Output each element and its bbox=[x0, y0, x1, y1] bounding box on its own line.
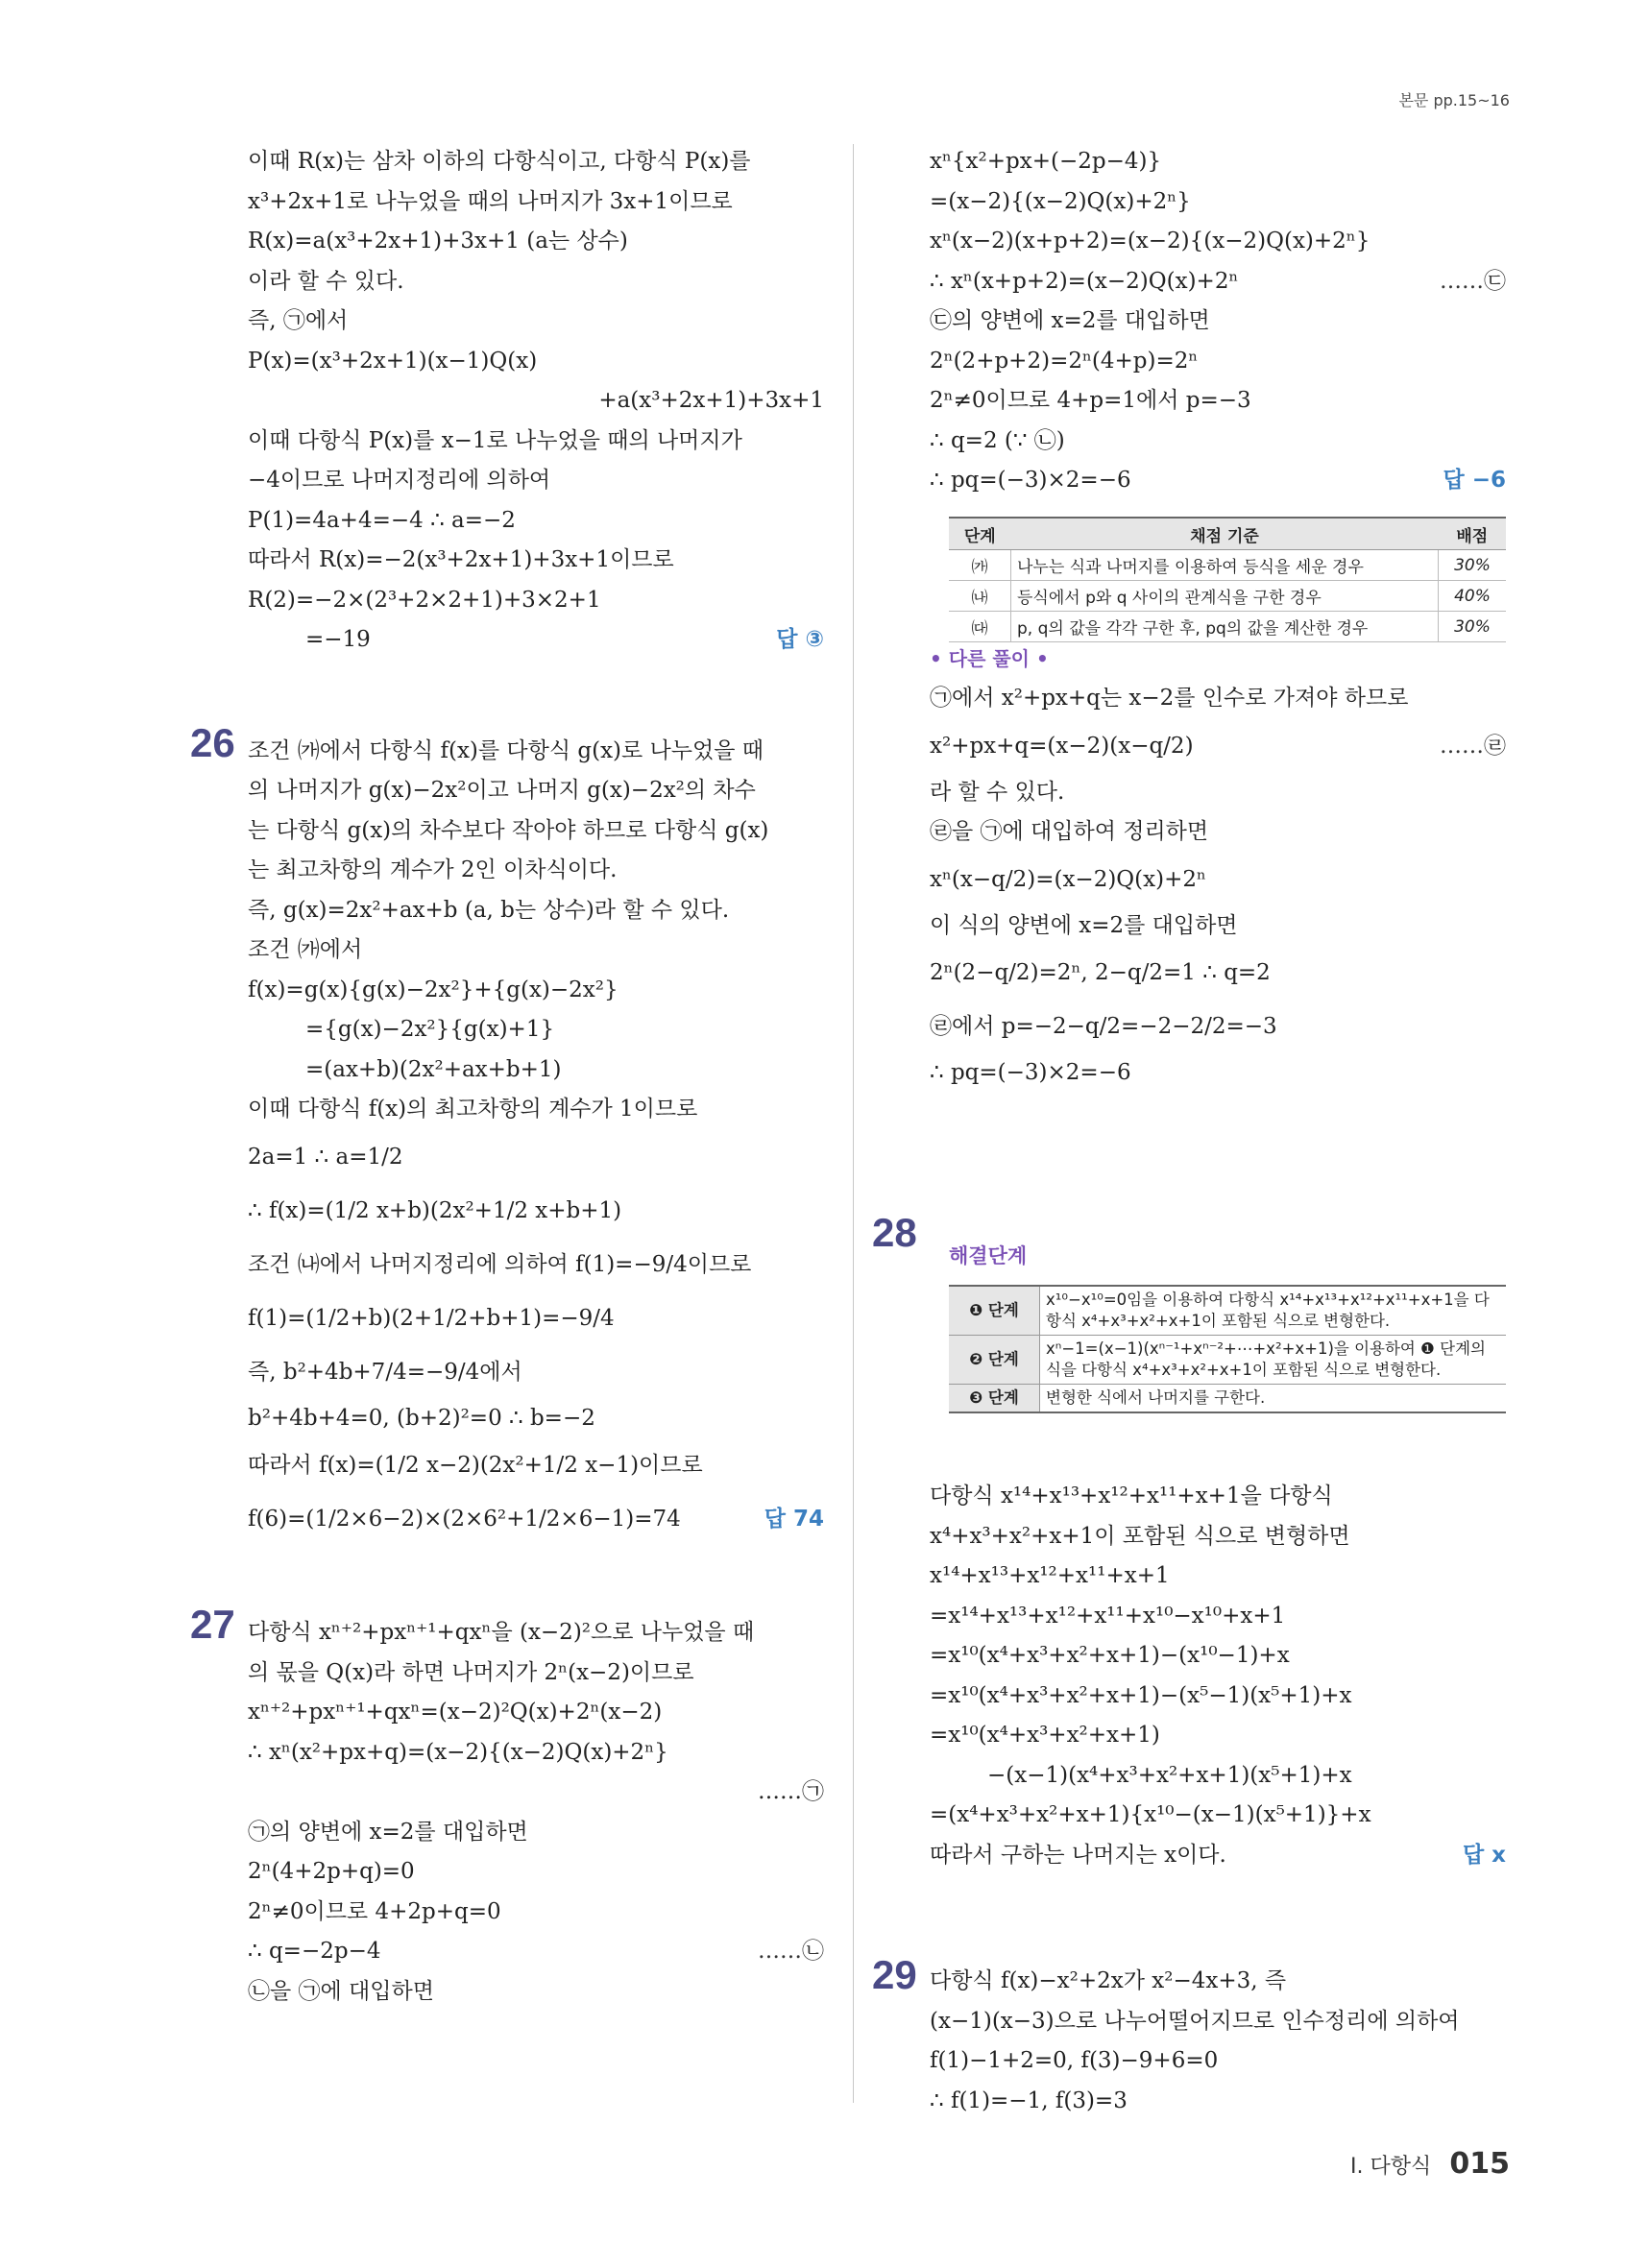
text-line: 조건 ㈎에서 bbox=[248, 937, 363, 962]
table-header-row bbox=[949, 518, 1506, 550]
text-line: −4이므로 나머지정리에 의하여 bbox=[248, 468, 551, 493]
text-value: ∴ q=−2p−4 bbox=[248, 1939, 381, 1964]
section-label: Ⅰ. 다항식 bbox=[1350, 2155, 1432, 2179]
text-line bbox=[930, 461, 1506, 501]
text-line: 의 나머지가 g(x)−2x²이고 나머지 g(x)−2x²의 차수 bbox=[248, 778, 756, 803]
table-cell: 40% bbox=[1439, 581, 1507, 612]
text-line: 따라서 R(x)=−2(x³+2x+1)+3x+1이므로 bbox=[248, 547, 674, 572]
text-line: 2a=1 ∴ a=1/2 bbox=[248, 1144, 403, 1170]
table-row bbox=[949, 1336, 1506, 1385]
text-line: ∴ f(x)=(1/2 x+b)(2x²+1/2 x+b+1) bbox=[248, 1197, 622, 1223]
table-cell: 30% bbox=[1439, 612, 1507, 642]
text-value: 따라서 구하는 나머지는 x이다. bbox=[930, 1842, 1226, 1868]
step-label: ❷ 단계 bbox=[949, 1336, 1040, 1385]
text-line: 의 몫을 Q(x)라 하면 나머지가 2ⁿ(x−2)이므로 bbox=[248, 1659, 694, 1685]
step-text: x¹⁰−x¹⁰=0임을 이용하여 다항식 x¹⁴+x¹³+x¹²+x¹¹+x+1을 다항식 x⁴+x³+x²+x+1이 포함된 식으로 변형한다. bbox=[1040, 1286, 1507, 1336]
text-line: (x−1)(x−3)으로 나누어떨어지므로 인수정리에 의하여 bbox=[930, 2008, 1460, 2034]
text-line: 이라 할 수 있다. bbox=[248, 268, 404, 294]
problem-number: 26 bbox=[190, 719, 235, 765]
text-line bbox=[930, 262, 1506, 302]
text-line: 이 식의 양변에 x=2를 대입하면 bbox=[930, 912, 1238, 938]
equation-tag: ……㉡ bbox=[758, 1939, 824, 1964]
text-line: 이때 다항식 f(x)의 최고차항의 계수가 1이므로 bbox=[248, 1097, 698, 1122]
step-text: 변형한 식에서 나머지를 구한다. bbox=[1040, 1385, 1507, 1413]
text-value: ∴ xⁿ(x+p+2)=(x−2)Q(x)+2ⁿ bbox=[930, 268, 1239, 294]
answer-badge: 답 74 bbox=[764, 1507, 824, 1532]
text-value: =−19 bbox=[305, 627, 371, 652]
table-cell: ㈎ bbox=[949, 550, 1011, 581]
p28-body bbox=[872, 1477, 1506, 2121]
page-footer bbox=[1350, 2147, 1510, 2181]
table-row bbox=[949, 612, 1506, 642]
text-line: =x¹⁰(x⁴+x³+x²+x+1) bbox=[930, 1723, 1160, 1748]
table-row bbox=[949, 581, 1506, 612]
text-line: 즉, g(x)=2x²+ax+b (a, b는 상수)라 할 수 있다. bbox=[248, 897, 730, 923]
table-cell: ㈐ bbox=[949, 612, 1011, 642]
text-line: 이때 R(x)는 삼차 이하의 다항식이고, 다항식 P(x)를 bbox=[248, 149, 751, 174]
text-line: xⁿ⁺²+pxⁿ⁺¹+qxⁿ=(x−2)²Q(x)+2ⁿ(x−2) bbox=[248, 1700, 663, 1725]
text-line: 2ⁿ≠0이므로 4+2p+q=0 bbox=[248, 1898, 501, 1924]
text-line: xⁿ(x−2)(x+p+2)=(x−2){(x−2)Q(x)+2ⁿ} bbox=[930, 229, 1370, 253]
table-header: 배점 bbox=[1439, 518, 1507, 550]
text-line: ㉠의 양변에 x=2를 대입하면 bbox=[248, 1819, 528, 1845]
text-line: =x¹⁰(x⁴+x³+x²+x+1)−(x⁵−1)(x⁵+1)+x bbox=[930, 1682, 1352, 1708]
text-line: =x¹⁴+x¹³+x¹²+x¹¹+x¹⁰−x¹⁰+x+1 bbox=[930, 1603, 1286, 1629]
text-line: P(1)=4a+4=−4 ∴ a=−2 bbox=[248, 507, 516, 533]
text-line: 이때 다항식 P(x)를 x−1로 나누었을 때의 나머지가 bbox=[248, 427, 742, 453]
page-reference: 본문 pp.15~16 bbox=[1398, 91, 1510, 109]
text-line: f(x)=g(x){g(x)−2x²}+{g(x)−2x²} bbox=[248, 977, 618, 1002]
problem-number: 27 bbox=[190, 1602, 235, 1647]
text-line: =x¹⁰(x⁴+x³+x²+x+1)−(x¹⁰−1)+x bbox=[930, 1643, 1290, 1668]
text-line: =(x⁴+x³+x²+x+1){x¹⁰−(x−1)(x⁵+1)}+x bbox=[930, 1802, 1371, 1827]
solution-steps-title: 해결단계 bbox=[949, 1244, 1028, 1267]
table-cell: ㈏ bbox=[949, 581, 1011, 612]
text-line: 다항식 xⁿ⁺²+pxⁿ⁺¹+qxⁿ을 (x−2)²으로 나누었을 때 bbox=[248, 1620, 755, 1645]
text-line: b²+4b+4=0, (b+2)²=0 ∴ b=−2 bbox=[248, 1405, 595, 1431]
text-value: x²+px+q=(x−2)(x−q/2) bbox=[930, 733, 1194, 759]
text-line: 다항식 f(x)−x²+2x가 x²−4x+3, 즉 bbox=[930, 1968, 1287, 1993]
text-line: xⁿ{x²+px+(−2p−4)} bbox=[930, 149, 1162, 174]
text-value: ∴ pq=(−3)×2=−6 bbox=[930, 468, 1131, 493]
text-line: 따라서 f(x)=(1/2 x−2)(2x²+1/2 x−1)이므로 bbox=[248, 1453, 703, 1478]
text-line: ∴ f(1)=−1, f(3)=3 bbox=[930, 2087, 1128, 2113]
table-cell: 등식에서 p와 q 사이의 관계식을 구한 경우 bbox=[1011, 581, 1439, 612]
scoring-table bbox=[949, 517, 1506, 642]
text-line: −(x−1)(x⁴+x³+x²+x+1)(x⁵+1)+x bbox=[987, 1762, 1352, 1788]
text-line: P(x)=(x³+2x+1)(x−1)Q(x) bbox=[248, 348, 538, 374]
text-line: 즉, ㉠에서 bbox=[248, 308, 349, 333]
table-header: 단계 bbox=[949, 518, 1011, 550]
text-line: ㉠에서 x²+px+q는 x−2를 인수로 가져야 하므로 bbox=[930, 686, 1409, 711]
equation-tag: ……㉠ bbox=[758, 1779, 824, 1804]
text-line: 2ⁿ(2−q/2)=2ⁿ, 2−q/2=1 ∴ q=2 bbox=[930, 960, 1271, 985]
table-row bbox=[949, 1286, 1506, 1336]
text-line: 조건 ㈏에서 나머지정리에 의하여 f(1)=−9/4이므로 bbox=[248, 1251, 752, 1277]
text-line bbox=[930, 1836, 1506, 1876]
text-line: x³+2x+1로 나누었을 때의 나머지가 3x+1이므로 bbox=[248, 188, 733, 214]
table-row bbox=[949, 1385, 1506, 1413]
text-line: ㉢의 양변에 x=2를 대입하면 bbox=[930, 308, 1210, 333]
text-line: ㉣에서 p=−2−q/2=−2−2/2=−3 bbox=[930, 1014, 1277, 1039]
alt-solution-title: • 다른 풀이 • bbox=[930, 646, 1049, 670]
table-header: 채점 기준 bbox=[1011, 518, 1439, 550]
equation-tag: ……㉣ bbox=[1440, 733, 1506, 759]
text-line: 2ⁿ≠0이므로 4+p=1에서 p=−3 bbox=[930, 388, 1251, 413]
text-line: 는 다항식 g(x)의 차수보다 작아야 하므로 다항식 g(x) bbox=[248, 817, 769, 843]
text-line: ㉡을 ㉠에 대입하면 bbox=[248, 1978, 434, 2004]
text-line: 다항식 x¹⁴+x¹³+x¹²+x¹¹+x+1을 다항식 bbox=[930, 1484, 1333, 1508]
text-line: =(x−2){(x−2)Q(x)+2ⁿ} bbox=[930, 188, 1191, 214]
step-text: xⁿ−1=(x−1)(xⁿ⁻¹+xⁿ⁻²+⋯+x²+x+1)을 이용하여 ❶ 단계의 식을 다항식 x⁴+x³+x²+x+1이 포함된 식으로 변형한다. bbox=[1040, 1336, 1507, 1385]
text-value: f(6)=(1/2×6−2)×(2×6²+1/2×6−1)=74 bbox=[248, 1507, 681, 1532]
text-line: 는 최고차항의 계수가 2인 이차식이다. bbox=[248, 857, 618, 882]
problem-number: 28 bbox=[872, 1210, 917, 1255]
text-line: ∴ q=2 (∵ ㉡) bbox=[930, 427, 1065, 453]
text-line: ={g(x)−2x²}{g(x)+1} bbox=[305, 1017, 555, 1042]
text-line: 2ⁿ(2+p+2)=2ⁿ(4+p)=2ⁿ bbox=[930, 348, 1199, 374]
left-column bbox=[190, 142, 824, 2012]
page-number: 015 bbox=[1449, 2147, 1510, 2181]
text-line: x¹⁴+x¹³+x¹²+x¹¹+x+1 bbox=[930, 1563, 1170, 1588]
text-line: ㉣을 ㉠에 대입하여 정리하면 bbox=[930, 819, 1209, 844]
table-cell: 30% bbox=[1439, 550, 1507, 581]
text-line: R(2)=−2×(2³+2×2+1)+3×2+1 bbox=[248, 587, 601, 613]
text-line: 조건 ㈎에서 다항식 f(x)를 다항식 g(x)로 나누었을 때 bbox=[248, 737, 764, 763]
text-line: +a(x³+2x+1)+3x+1 bbox=[598, 388, 824, 413]
text-line: xⁿ(x−q/2)=(x−2)Q(x)+2ⁿ bbox=[930, 866, 1206, 892]
solution-steps-table bbox=[949, 1285, 1506, 1413]
table-row bbox=[949, 550, 1506, 581]
column-divider bbox=[853, 144, 854, 2103]
text-line: R(x)=a(x³+2x+1)+3x+1 (a는 상수) bbox=[248, 229, 628, 253]
answer-badge: 답 ③ bbox=[776, 627, 824, 652]
text-line: 라 할 수 있다. bbox=[930, 779, 1065, 805]
text-line bbox=[248, 1932, 824, 1972]
answer-badge: 답 x bbox=[1462, 1842, 1506, 1868]
problem-number: 29 bbox=[872, 1952, 917, 1997]
text-line: =(ax+b)(2x²+ax+b+1) bbox=[305, 1056, 562, 1082]
step-label: ❶ 단계 bbox=[949, 1286, 1040, 1336]
equation-tag: ……㉢ bbox=[1440, 268, 1506, 294]
answer-badge: 답 −6 bbox=[1443, 468, 1506, 493]
text-line bbox=[248, 1492, 824, 1546]
text-line: x⁴+x³+x²+x+1이 포함된 식으로 변형하면 bbox=[930, 1523, 1350, 1549]
table-cell: p, q의 값을 각각 구한 후, pq의 값을 계산한 경우 bbox=[1011, 612, 1439, 642]
text-line: f(1)=(1/2+b)(2+1/2+b+1)=−9/4 bbox=[248, 1305, 615, 1331]
text-line bbox=[930, 719, 1506, 773]
step-label: ❸ 단계 bbox=[949, 1385, 1040, 1413]
text-line: ∴ pq=(−3)×2=−6 bbox=[930, 1060, 1131, 1085]
text-line bbox=[248, 620, 824, 661]
text-line: 즉, b²+4b+7/4=−9/4에서 bbox=[248, 1359, 522, 1385]
table-cell: 나누는 식과 나머지를 이용하여 등식을 세운 경우 bbox=[1011, 550, 1439, 581]
text-line: ∴ xⁿ(x²+px+q)=(x−2){(x−2)Q(x)+2ⁿ} bbox=[248, 1739, 668, 1765]
text-line: f(1)−1+2=0, f(3)−9+6=0 bbox=[930, 2048, 1219, 2073]
text-line: 2ⁿ(4+2p+q)=0 bbox=[248, 1859, 415, 1884]
